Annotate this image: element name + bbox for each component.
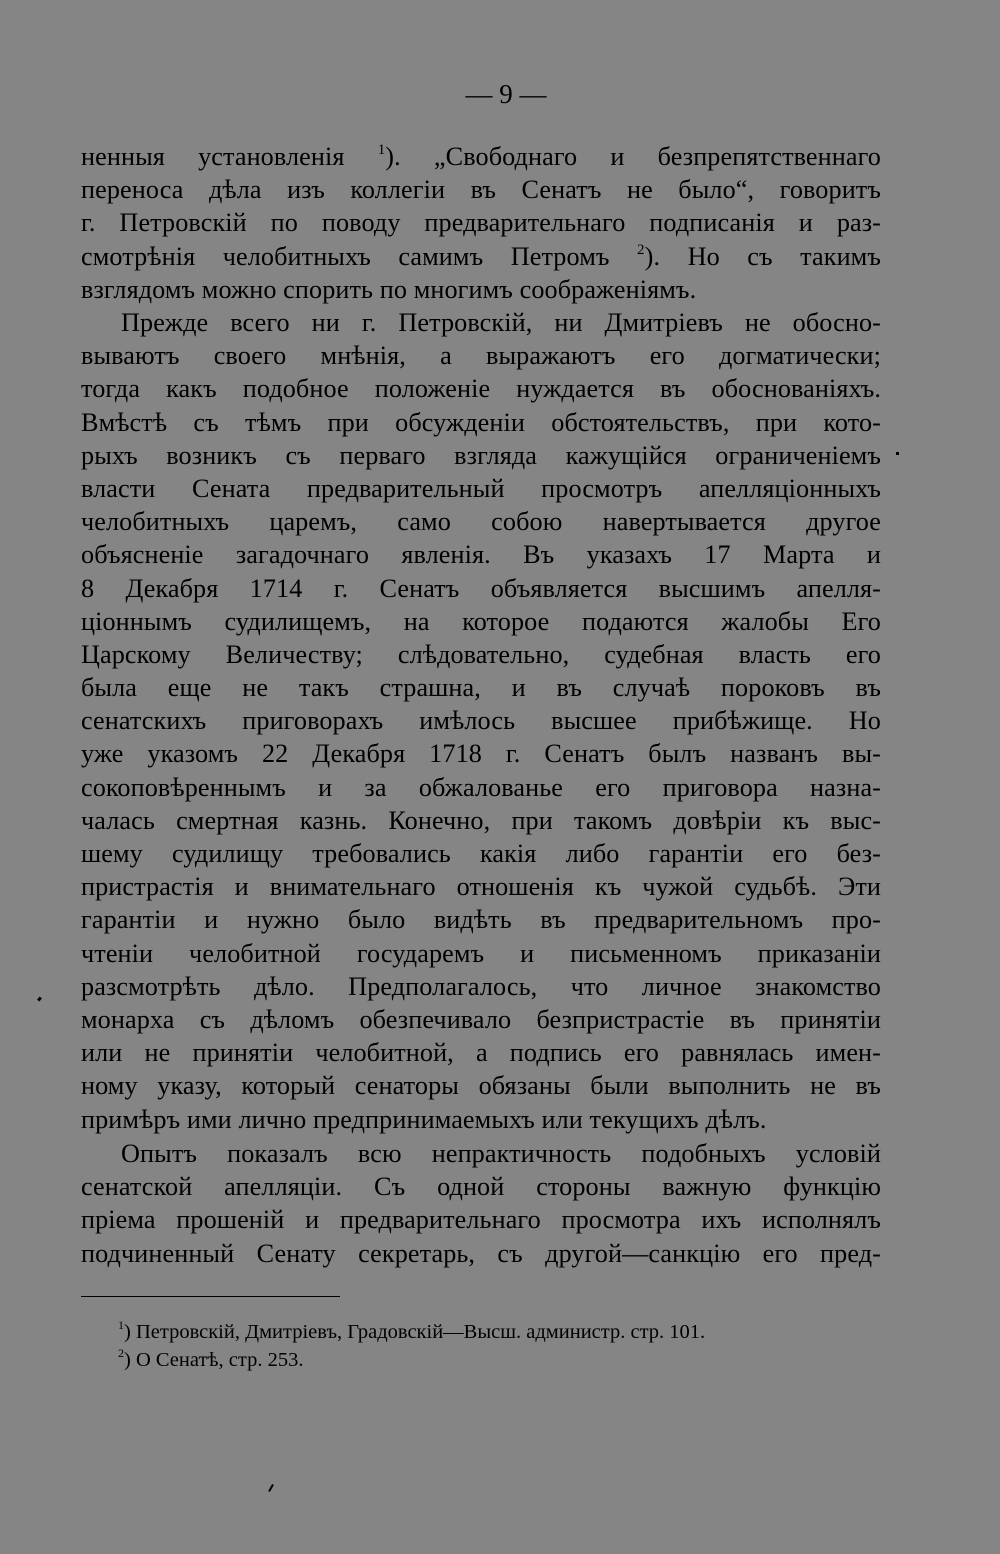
text-line: власти Сената предварительный просмотръ апелляціонныхъ [81, 473, 881, 503]
footnote-divider [81, 1296, 340, 1297]
text-line: пріема прошеній и предварительнаго просмотра ихъ исполнялъ [81, 1205, 881, 1235]
text-line: г. Петровскій по поводу предварительнаго подписанія и раз- [81, 208, 881, 238]
scan-speck [268, 1484, 274, 1492]
text-line: тогда какъ подобное положеніе нуждается въ обоснованіяхъ. [81, 374, 881, 404]
footnote-ref-1: 1 [377, 142, 386, 158]
text-line: Прежде всего ни г. Петровскій, ни Дмитріевъ не обосно- [121, 308, 881, 337]
text-line: подчиненный Сенату секретарь, съ другой—санкцію его пред- [81, 1238, 881, 1268]
text-line: или не принятіи челобитной, а подпись его равнялась имен- [81, 1038, 881, 1068]
text-line: челобитныхъ царемъ, само собою навертывается другое [81, 507, 881, 537]
text-line: смотрѣнія челобитныхъ самимъ Петромъ $^2$). Но съ такимъ [81, 241, 881, 271]
footnote-ref-2: 2 [637, 241, 645, 258]
footnote-marker: 2 [118, 1346, 124, 1360]
scan-speck [896, 452, 899, 455]
footnote-2: $^2$) О Сенатѣ, стр. 253. [118, 1346, 304, 1371]
text-line: пристрастія и внимательнаго отношенія къ чужой судьбѣ. Эти [81, 872, 881, 902]
text-line: ному указу, который сенаторы обязаны были выполнить не въ [81, 1071, 881, 1101]
text-line: вываютъ своего мнѣнія, а выражаютъ его догматически; [81, 341, 881, 371]
text-line: рыхъ возникъ съ перваго взгляда кажущійся ограниченіемъ [81, 440, 881, 470]
text-line: шему судилищу требовались какія либо гарантіи его без- [81, 839, 881, 868]
footnote-marker: 1 [118, 1318, 124, 1332]
footnotes [118, 1318, 705, 1374]
text-line: уже указомъ 22 Декабря 1718 г. Сенатъ былъ названъ вы- [81, 739, 881, 769]
text-line: примѣръ ими лично предпринимаемыхъ или текущихъ дѣлъ. [81, 1104, 767, 1134]
text-line: переноса дѣла изъ коллегіи въ Сенатъ не было“, говоритъ [81, 175, 881, 205]
text-line: гарантіи и нужно было видѣть въ предварительномъ про- [81, 905, 881, 935]
text-line: объясненіе загадочнаго явленія. Въ указахъ 17 Марта и [81, 540, 881, 570]
text-line: взглядомъ можно спорить по многимъ соображеніямъ. [81, 274, 697, 304]
text-line: чтеніи челобитной государемъ и письменномъ приказаніи [81, 938, 881, 968]
text-line: сенатской апелляціи. Съ одной стороны важную функцію [81, 1172, 881, 1202]
text-line: Царскому Величеству; слѣдовательно, судебная власть его [81, 639, 881, 669]
footnote-1: $^1$) Петровскій, Дмитріевъ, Градовскій—Высш. администр. стр. 101. [118, 1318, 706, 1343]
text-line: разсмотрѣть дѣло. Предполагалось, что личное знакомство [81, 971, 881, 1001]
text-line: монарха съ дѣломъ обезпечивало безпристрастіе въ принятіи [81, 1004, 881, 1034]
text-line: ціоннымъ судилищемъ, на которое подаются жалобы Его [81, 606, 881, 636]
text-line: 8 Декабря 1714 г. Сенатъ объявляется высшимъ апелля- [81, 573, 881, 603]
paragraph-2 [81, 306, 881, 1136]
text-line: чалась смертная казнь. Конечно, при такомъ довѣріи къ выс- [81, 805, 881, 835]
scan-speck [37, 997, 42, 1002]
text-line: сенатскихъ приговорахъ имѣлось высшее прибѣжище. Но [81, 706, 881, 736]
text-line: сокоповѣреннымъ и за обжалованье его приговора назна- [81, 772, 881, 802]
paragraph-3 [81, 1137, 881, 1270]
text-line: была еще не такъ страшна, и въ случаѣ пороковъ въ [81, 673, 881, 703]
paragraph-1 [81, 140, 881, 306]
text-line: Опытъ показалъ всю непрактичность подобныхъ условій [121, 1139, 881, 1168]
text-line: ненныя установленія $^1$). „Свободнаго и безпрепятственнаго [81, 142, 881, 171]
page-number: — 9 — [465, 79, 547, 109]
text-line: Вмѣстѣ съ тѣмъ при обсужденіи обстоятельствъ, при кото- [81, 407, 881, 437]
